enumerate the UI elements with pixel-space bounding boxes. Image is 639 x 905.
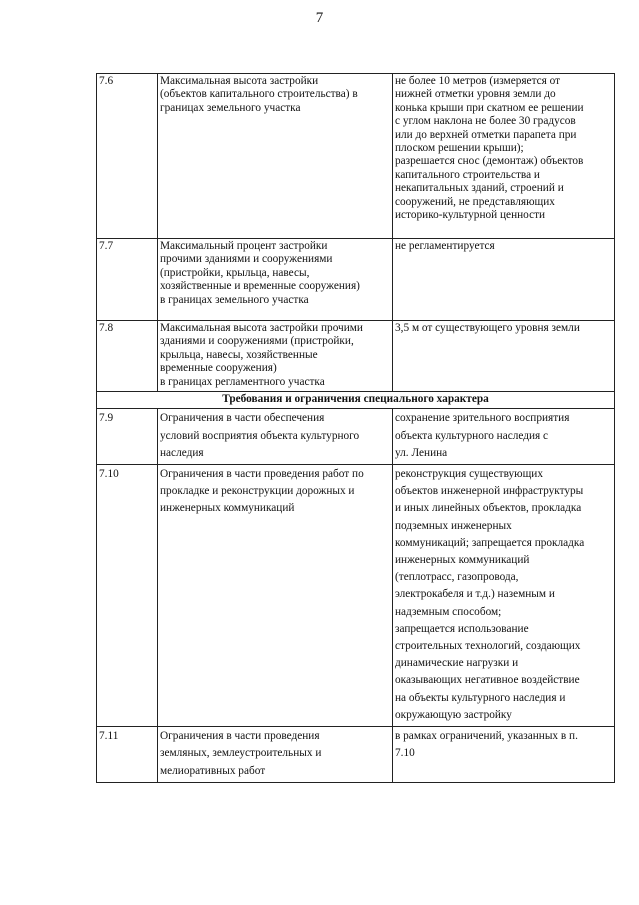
requirement-name-line: прочими зданиями и сооружениями: [160, 253, 333, 266]
requirement-value-line: капитального строительства и: [395, 168, 540, 181]
requirement-value-line: подземных инженерных: [395, 519, 512, 532]
requirement-value-line: и иных линейных объектов, прокладка: [395, 502, 582, 515]
requirement-name-line: в границах земельного участка: [160, 293, 309, 306]
row-number: 7.10: [97, 465, 158, 727]
requirement-name-line: земляных, землеустроительных и: [160, 747, 322, 760]
requirement-value-line: конька крыши при скатном ее решении: [395, 101, 584, 114]
row-number: 7.11: [97, 727, 158, 783]
requirement-value-line: электрокабеля и т.д.) наземным и: [395, 588, 555, 601]
requirement-name-line: хозяйственные и временные сооружения): [160, 280, 360, 293]
requirement-value-line: окружающую застройку: [395, 708, 512, 721]
requirement-name-line: Максимальная высота застройки: [160, 75, 319, 87]
table-row: [97, 727, 615, 783]
requirement-name-cell: [158, 321, 393, 392]
requirement-name-line: границах земельного участка: [160, 101, 301, 114]
requirement-name-line: Максимальная высота застройки прочими: [160, 322, 363, 334]
requirement-value-line: инженерных коммуникаций: [395, 554, 530, 567]
table-row: [97, 465, 615, 727]
requirement-value-cell: [393, 239, 615, 321]
requirement-name-cell: [158, 239, 393, 321]
table-row: [97, 321, 615, 392]
requirement-name-line: наследия: [160, 446, 204, 459]
requirement-value-line: с углом наклона не более 30 градусов: [395, 115, 576, 128]
requirement-value-line: на объекты культурного наследия и: [395, 691, 566, 704]
requirement-value-cell: [393, 74, 615, 239]
page-number: 7: [315, 10, 324, 26]
requirement-value-line: не регламентируется: [395, 240, 495, 252]
row-number: 7.9: [97, 409, 158, 465]
requirement-value-line: динамические нагрузки и: [395, 657, 519, 670]
table-row: [97, 239, 615, 321]
requirement-name-line: зданиями и сооружениями (пристройки,: [160, 335, 354, 348]
requirement-value-line: плоском решении крыши);: [395, 142, 524, 155]
requirement-value-line: историко-культурной ценности: [395, 209, 546, 222]
section-header: Требования и ограничения специального характера: [97, 392, 615, 409]
requirement-value-line: нижней отметки уровня земли до: [395, 88, 556, 101]
requirement-value-line: сооружений, не представляющих: [395, 195, 555, 208]
requirement-value-line: надземным способом;: [395, 605, 502, 618]
requirement-value-line: в рамках ограничений, указанных в п.: [395, 730, 578, 743]
requirement-name-line: Ограничения в части проведения работ по: [160, 468, 364, 481]
requirement-value-line: 7.10: [395, 747, 415, 760]
table-row: [97, 74, 615, 239]
requirement-name-line: в границах регламентного участка: [160, 375, 325, 388]
requirement-name-line: Ограничения в части обеспечения: [160, 412, 325, 425]
row-number: 7.6: [97, 74, 158, 239]
requirement-value-cell: [393, 727, 615, 783]
section-header-row: [97, 392, 615, 409]
requirement-value-line: оказывающих негативное воздействие: [395, 674, 580, 687]
requirement-name-cell: [158, 74, 393, 239]
requirement-value-line: реконструкция существующих: [395, 468, 543, 481]
requirement-name-line: Ограничения в части проведения: [160, 730, 320, 743]
table-row: [97, 409, 615, 465]
requirement-name-line: (пристройки, крыльца, навесы,: [160, 266, 310, 279]
requirement-name-cell: [158, 465, 393, 727]
requirement-value-line: коммуникаций; запрещается прокладка: [395, 536, 585, 549]
requirement-name-line: условий восприятия объекта культурного: [160, 429, 360, 442]
row-number: 7.7: [97, 239, 158, 321]
requirement-value-line: или до верхней отметки парапета при: [395, 128, 577, 141]
requirement-value-cell: [393, 321, 615, 392]
regulations-table: [96, 73, 615, 783]
requirement-value-cell: [393, 409, 615, 465]
requirement-name-line: прокладке и реконструкции дорожных и: [160, 485, 355, 498]
requirement-value-line: 3,5 м от существующего уровня земли: [395, 322, 580, 334]
requirement-value-cell: [393, 465, 615, 727]
requirement-name-line: инженерных коммуникаций: [160, 502, 295, 515]
requirement-name-line: Максимальный процент застройки: [160, 240, 328, 252]
row-number: 7.8: [97, 321, 158, 392]
requirement-value-line: ул. Ленина: [395, 446, 448, 459]
requirement-value-line: не более 10 метров (измеряется от: [395, 75, 561, 87]
requirement-value-line: сохранение зрительного восприятия: [395, 412, 570, 425]
requirement-name-line: временные сооружения): [160, 362, 277, 375]
requirement-value-line: запрещается использование: [395, 622, 529, 635]
requirement-value-line: разрешается снос (демонтаж) объектов: [395, 155, 584, 168]
requirement-value-line: некапитальных зданий, строений и: [395, 182, 564, 195]
requirement-name-line: крыльца, навесы, хозяйственные: [160, 348, 318, 361]
requirement-value-line: (теплотрасс, газопровода,: [395, 571, 519, 584]
requirement-name-line: (объектов капитального строительства) в: [160, 88, 358, 101]
requirement-name-line: мелиоративных работ: [160, 764, 266, 777]
requirement-value-line: объектов инженерной инфраструктуры: [395, 485, 584, 498]
requirement-value-line: объекта культурного наследия с: [395, 429, 549, 442]
requirement-name-cell: [158, 727, 393, 783]
requirement-name-cell: [158, 409, 393, 465]
requirement-value-line: строительных технологий, создающих: [395, 640, 581, 653]
